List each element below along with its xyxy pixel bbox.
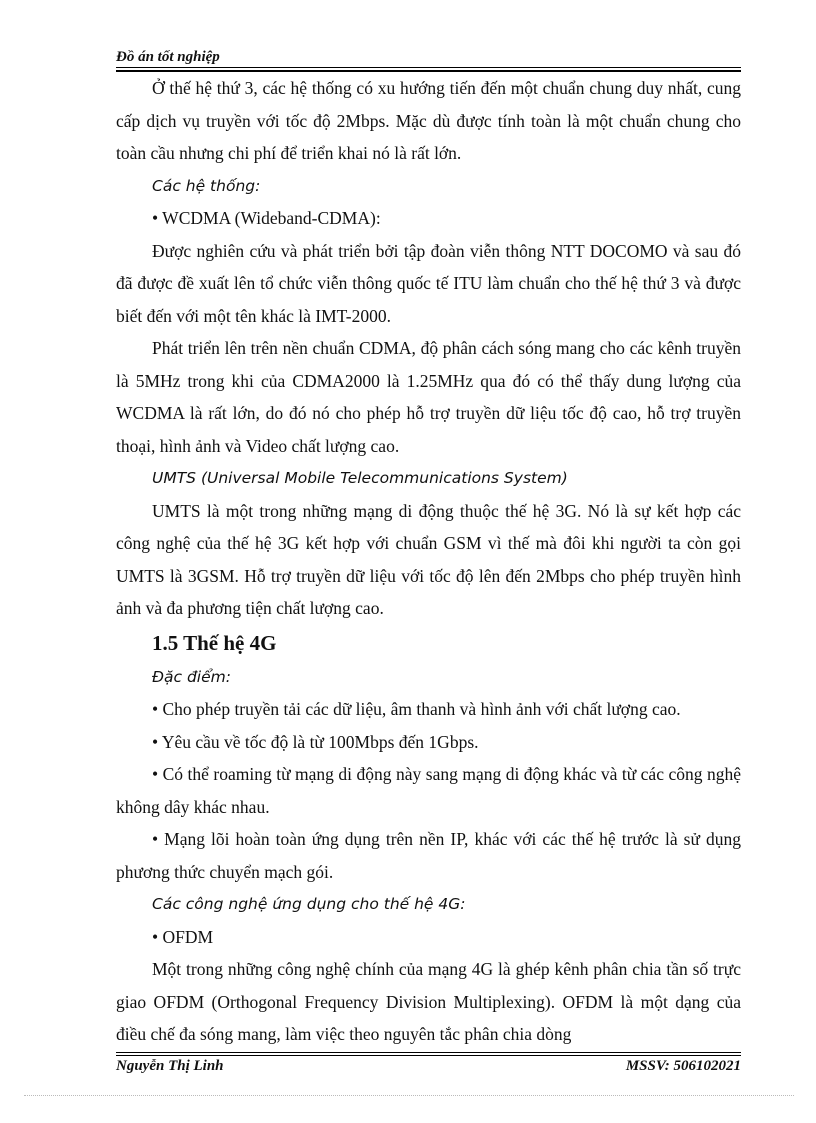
bullet-feature-4: • Mạng lõi hoàn toàn ứng dụng trên nền IP, khác với các thế hệ trước là sử dụng phương thức chuyển mạch gói. [116, 829, 741, 882]
page-edge-divider [24, 1095, 794, 1096]
footer-author: Nguyễn Thị Linh [116, 1058, 224, 1074]
footer-divider-2 [116, 1055, 741, 1056]
label-systems: Các hệ thống: [152, 176, 261, 195]
paragraph-3g-intro: Ở thế hệ thứ 3, các hệ thống có xu hướng tiến đến một chuẩn chung duy nhất, cung cấp dịch vụ truyền với tốc độ 2Mbps. Mặc dù được tính toàn là một chuẩn chung cho toàn cầu nhưng chi phí để triển khai nó là rất lớn. [116, 78, 741, 163]
footer-divider [116, 1052, 741, 1053]
footer-student-id: MSSV: 506102021 [625, 1058, 741, 1074]
page-body [116, 72, 741, 1051]
section-heading-4g: 1.5 Thế hệ 4G [152, 630, 277, 655]
bullet-wcdma: • WCDMA (Wideband-CDMA): [152, 208, 381, 228]
label-technologies: Các công nghệ ứng dụng cho thế hệ 4G: [152, 895, 466, 913]
paragraph-wcdma-origin: Được nghiên cứu và phát triển bởi tập đoàn viễn thông NTT DOCOMO và sau đó đã được đề xuất lên tổ chức viễn thông quốc tế ITU làm chuẩn cho thế hệ thứ 3 và được biết đến với một tên khác là IMT-2000. [116, 240, 741, 326]
label-features: Đặc điểm: [152, 667, 231, 686]
bullet-feature-3: • Có thể roaming từ mạng di động này sang mạng di động khác và từ các công nghệ không dây khác nhau. [116, 764, 741, 817]
bullet-feature-2: • Yêu cầu về tốc độ là từ 100Mbps đến 1Gbps. [152, 731, 479, 752]
paragraph-wcdma-tech: Phát triển lên trên nền chuẩn CDMA, độ phân cách sóng mang cho các kênh truyền là 5MHz trong khi của CDMA2000 là 1.25MHz qua đó có thể thấy dung lượng của WCDMA là rất lớn, do đó nó cho phép hỗ trợ truyền dữ liệu tốc độ cao, hỗ trợ truyền thoại, hình ảnh và Video chất lượng cao. [116, 338, 741, 456]
paragraph-umts: UMTS là một trong những mạng di động thuộc thế hệ 3G. Nó là sự kết hợp các công nghệ của thế hệ 3G kết hợp với chuẩn GSM vì thế mà đôi khi người ta còn gọi UMTS là 3GSM. Hỗ trợ truyền dữ liệu với tốc độ lên đến 2Mbps cho phép truyền hình ảnh và đa phương tiện chất lượng cao. [116, 500, 741, 618]
header-divider [116, 67, 741, 68]
bullet-feature-1: • Cho phép truyền tải các dữ liệu, âm thanh và hình ảnh với chất lượng cao. [152, 699, 681, 719]
paragraph-ofdm: Một trong những công nghệ chính của mạng 4G là ghép kênh phân chia tần số trực giao OFDM (Orthogonal Frequency Division Multiplexing). OFDM là một dạng của điều chế đa sóng mang, làm việc theo nguyên tắc phân chia dòng [116, 959, 741, 1044]
bullet-ofdm: • OFDM [152, 926, 214, 947]
document-header-title: Đồ án tốt nghiệp [116, 49, 220, 65]
label-umts: UMTS (Universal Mobile Telecommunications System) [152, 469, 568, 487]
